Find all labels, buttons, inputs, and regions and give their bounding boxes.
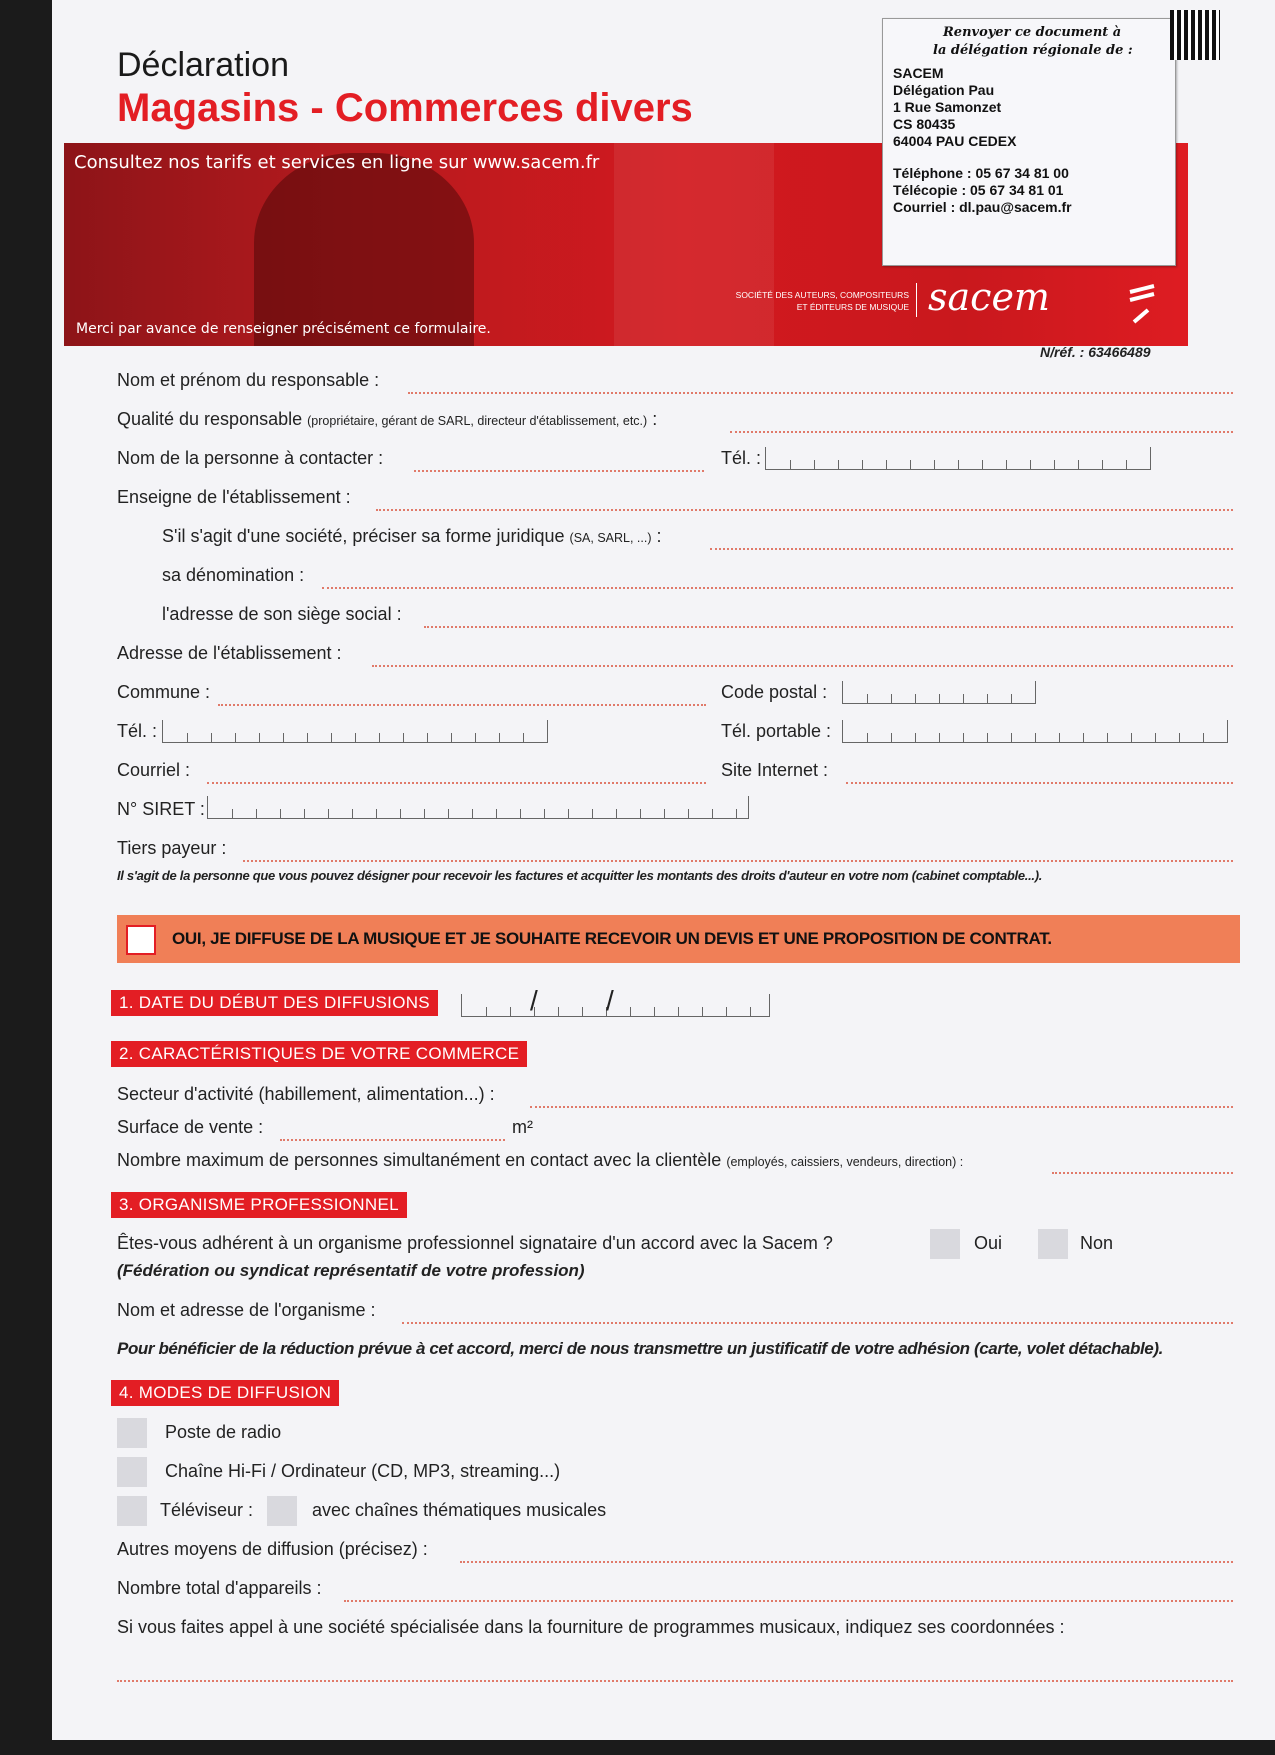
section2-header: 2. CARACTÉRISTIQUES DE VOTRE COMMERCE (111, 1041, 527, 1067)
surface-unit: m² (512, 1117, 533, 1137)
reduction-note: Pour bénéficier de la réduction prévue à cet accord, merci de nous transmettre un justificatif de votre adhésion (carte, volet détachable). (117, 1339, 1163, 1358)
digit-separator (1011, 694, 1012, 703)
org-name-line1: SOCIÉTÉ DES AUTEURS, COMPOSITEURS (735, 290, 909, 300)
label-tel-2: Tél. : (117, 721, 158, 741)
digit-separator (283, 733, 284, 742)
digit-separator (1131, 733, 1132, 742)
digit-separator (1035, 733, 1036, 742)
label-code-postal: Code postal : (721, 682, 828, 702)
return-heading-1: Renvoyer ce document à (943, 25, 1122, 40)
label-tel-portable: Tél. portable : (721, 721, 832, 741)
input-adresse[interactable] (372, 665, 1233, 667)
section4-header: 4. MODES DE DIFFUSION (111, 1380, 339, 1406)
label-societe: Si vous faites appel à une société spécialisée dans la fourniture de programmes musicaux, indiquez ses coordonnées : (117, 1617, 1065, 1637)
digit-separator (702, 1007, 703, 1016)
label-forme-juridique: S'il s'agit d'une société, préciser sa forme juridique (SA, SARL, ...) : (162, 526, 662, 546)
digit-separator (982, 460, 983, 469)
digit-separator (963, 694, 964, 703)
banner-website-text: Consultez nos tarifs et services en ligne sur www.sacem.fr (74, 152, 600, 173)
digit-separator (352, 809, 353, 818)
return-fax: Télécopie : 05 67 34 81 01 (893, 182, 1064, 198)
digit-separator (963, 733, 964, 742)
digit-separator (355, 733, 356, 742)
input-surface[interactable] (280, 1139, 505, 1141)
logo-divider (916, 283, 917, 317)
return-heading-2: la délégation régionale de : (933, 43, 1133, 58)
digit-separator (568, 809, 569, 818)
digit-separator (867, 694, 868, 703)
digit-separator (1006, 460, 1007, 469)
label-personnes: Nombre maximum de personnes simultanément en contact avec la clientèle (employés, caissiers, vendeurs, direction) : (117, 1150, 964, 1170)
return-name: SACEM (893, 65, 944, 81)
banner-thanks-text: Merci par avance de renseigner précisément ce formulaire. (76, 321, 491, 337)
input-courriel[interactable] (207, 782, 706, 784)
input-qualite[interactable] (730, 431, 1233, 433)
digit-separator (499, 733, 500, 742)
digit-separator (862, 460, 863, 469)
digit-separator (376, 809, 377, 818)
digit-separator (475, 733, 476, 742)
label-tv-music: avec chaînes thématiques musicales (312, 1500, 607, 1520)
digit-separator (510, 1007, 511, 1016)
digit-separator (736, 809, 737, 818)
return-city: 64004 PAU CEDEX (893, 133, 1017, 149)
label-contact: Nom de la personne à contacter : (117, 448, 384, 468)
label-commune: Commune : (117, 682, 211, 702)
digit-separator (891, 694, 892, 703)
banner-photo-figure (254, 153, 474, 346)
digit-separator (640, 809, 641, 818)
digit-separator (1011, 733, 1012, 742)
label-nom-organisme: Nom et adresse de l'organisme : (117, 1300, 376, 1320)
digit-separator (259, 733, 260, 742)
digit-separator (331, 733, 332, 742)
digit-separator (328, 809, 329, 818)
input-total[interactable] (344, 1600, 1233, 1602)
digit-separator (256, 809, 257, 818)
input-denomination[interactable] (322, 587, 1233, 589)
hint-forme: (SA, SARL, ...) (569, 531, 652, 545)
input-secteur[interactable] (530, 1106, 1233, 1108)
adherent-note: (Fédération ou syndicat représentatif de votre profession) (117, 1261, 585, 1280)
label-secteur: Secteur d'activité (habillement, alimentation...) : (117, 1084, 495, 1104)
digit-separator (664, 809, 665, 818)
digit-separator (235, 733, 236, 742)
digit-separator (958, 460, 959, 469)
digit-separator (1059, 733, 1060, 742)
input-tel-2-boxes[interactable] (162, 720, 548, 743)
input-commune[interactable] (218, 704, 706, 706)
label-tiers: Tiers payeur : (117, 838, 227, 858)
digit-separator (867, 733, 868, 742)
digit-separator (558, 1007, 559, 1016)
banner-photo-highlight (614, 143, 774, 346)
hifi-checkbox[interactable] (117, 1457, 147, 1487)
input-tel-portable-boxes[interactable] (842, 720, 1228, 743)
non-checkbox-adherent[interactable] (1038, 1229, 1068, 1259)
digit-separator (814, 460, 815, 469)
digit-separator (304, 809, 305, 818)
return-address-box (882, 18, 1176, 266)
input-tel-boxes[interactable] (765, 447, 1151, 470)
sacem-logo-mark-icon (1124, 278, 1164, 328)
label-total: Nombre total d'appareils : (117, 1578, 322, 1598)
oui-checkbox[interactable] (126, 925, 156, 955)
return-street: 1 Rue Samonzet (893, 99, 1002, 115)
input-code-postal-boxes[interactable] (842, 681, 1036, 704)
hint-qualite: (propriétaire, gérant de SARL, directeur d'établissement, etc.) (307, 414, 648, 428)
digit-separator (616, 809, 617, 818)
digit-separator (915, 694, 916, 703)
input-siege[interactable] (424, 626, 1233, 628)
return-email: Courriel : dl.pau@sacem.fr (893, 199, 1072, 215)
digit-separator (472, 809, 473, 818)
digit-separator (403, 733, 404, 742)
digit-separator (307, 733, 308, 742)
digit-separator (424, 809, 425, 818)
digit-separator (688, 809, 689, 818)
digit-separator (886, 460, 887, 469)
digit-separator (790, 460, 791, 469)
radio-checkbox[interactable] (117, 1418, 147, 1448)
digit-separator (1054, 460, 1055, 469)
digit-separator (726, 1007, 727, 1016)
digit-separator (486, 1007, 487, 1016)
digit-separator (987, 694, 988, 703)
digit-separator (582, 1007, 583, 1016)
section3-header: 3. ORGANISME PROFESSIONNEL (111, 1192, 407, 1218)
oui-bar-text: OUI, JE DIFFUSE DE LA MUSIQUE ET JE SOUHAITE RECEVOIR UN DEVIS ET UNE PROPOSITION DE CONTRAT. (172, 929, 1052, 948)
return-office: Délégation Pau (893, 82, 995, 98)
tiers-note: Il s'agit de la personne que vous pouvez désigner pour recevoir les factures et acquitter les montants des droits d'auteur en votre nom (cabinet comptable...). (117, 868, 1043, 883)
digit-separator (211, 733, 212, 742)
label-surface: Surface de vente : (117, 1117, 264, 1137)
digit-separator (910, 460, 911, 469)
label-oui: Oui (974, 1233, 1003, 1253)
digit-separator (1102, 460, 1103, 469)
input-nom-organisme[interactable] (402, 1322, 1233, 1324)
digit-separator (1126, 460, 1127, 469)
digit-separator (427, 733, 428, 742)
tv-music-checkbox[interactable] (267, 1496, 297, 1526)
digit-separator (1155, 733, 1156, 742)
reference-number: N/réf. : 63466489 (1040, 344, 1151, 360)
digit-separator (678, 1007, 679, 1016)
label-qualite: Qualité du responsable (propriétaire, gérant de SARL, directeur d'établissement, etc.) : (117, 409, 658, 429)
digit-separator (915, 733, 916, 742)
input-forme-juridique[interactable] (710, 548, 1233, 550)
date-slash-1: / (530, 985, 538, 1016)
title-declaration: Déclaration (117, 46, 289, 84)
label-adherent-question: Êtes-vous adhérent à un organisme professionnel signataire d'un accord avec la Sacem ? (117, 1233, 833, 1253)
digit-separator (712, 809, 713, 818)
digit-separator (654, 1007, 655, 1016)
label-tv: Téléviseur : (160, 1500, 254, 1520)
digit-separator (1078, 460, 1079, 469)
label-denomination: sa dénomination : (162, 565, 305, 585)
label-courriel: Courriel : (117, 760, 191, 780)
digit-separator (280, 809, 281, 818)
label-siret: N° SIRET : (117, 799, 205, 819)
label-hifi: Chaîne Hi-Fi / Ordinateur (CD, MP3, streaming...) (165, 1461, 561, 1481)
label-enseigne: Enseigne de l'établissement : (117, 487, 351, 507)
digit-separator (232, 809, 233, 818)
input-siret-boxes[interactable] (207, 796, 749, 819)
org-name-line2: ET ÉDITEURS DE MUSIQUE (796, 302, 909, 312)
digit-separator (520, 809, 521, 818)
digit-separator (496, 809, 497, 818)
digit-separator (187, 733, 188, 742)
digit-separator (448, 809, 449, 818)
title-magasins: Magasins - Commerces divers (117, 86, 693, 130)
digit-separator (939, 733, 940, 742)
oui-bar (117, 915, 1240, 963)
digit-separator (592, 809, 593, 818)
return-cs: CS 80435 (893, 116, 956, 132)
sacem-logo: sacem (928, 275, 1050, 319)
input-autres[interactable] (460, 1561, 1233, 1563)
input-contact[interactable] (414, 470, 704, 472)
digit-separator (1203, 733, 1204, 742)
input-personnes[interactable] (1052, 1172, 1233, 1174)
digit-separator (838, 460, 839, 469)
digit-separator (987, 733, 988, 742)
hint-personnes: (employés, caissiers, vendeurs, direction) : (726, 1155, 964, 1169)
label-autres: Autres moyens de diffusion (précisez) : (117, 1539, 428, 1559)
label-radio: Poste de radio (165, 1422, 282, 1442)
tv-checkbox[interactable] (117, 1496, 147, 1526)
label-siege: l'adresse de son siège social : (162, 604, 402, 624)
label-site: Site Internet : (721, 760, 829, 780)
digit-separator (379, 733, 380, 742)
input-date-boxes[interactable] (461, 994, 770, 1017)
qr-code-icon (1170, 10, 1220, 60)
input-tiers[interactable] (243, 860, 1233, 862)
section1-header: 1. DATE DU DÉBUT DES DIFFUSIONS (111, 990, 438, 1016)
digit-separator (1083, 733, 1084, 742)
label-tel: Tél. : (721, 448, 762, 468)
digit-separator (891, 733, 892, 742)
return-phone: Téléphone : 05 67 34 81 00 (893, 165, 1069, 181)
digit-separator (939, 694, 940, 703)
digit-separator (544, 809, 545, 818)
digit-separator (630, 1007, 631, 1016)
input-responsable[interactable] (408, 392, 1233, 394)
digit-separator (934, 460, 935, 469)
digit-separator (400, 809, 401, 818)
input-enseigne[interactable] (376, 509, 1233, 511)
digit-separator (1179, 733, 1180, 742)
digit-separator (451, 733, 452, 742)
oui-checkbox-adherent[interactable] (930, 1229, 960, 1259)
label-responsable: Nom et prénom du responsable : (117, 370, 380, 390)
input-societe[interactable] (117, 1680, 1233, 1682)
digit-separator (1107, 733, 1108, 742)
digit-separator (523, 733, 524, 742)
digit-separator (1030, 460, 1031, 469)
date-slash-2: / (606, 985, 614, 1016)
input-site[interactable] (846, 782, 1233, 784)
label-non: Non (1080, 1233, 1114, 1253)
digit-separator (750, 1007, 751, 1016)
label-adresse: Adresse de l'établissement : (117, 643, 342, 663)
